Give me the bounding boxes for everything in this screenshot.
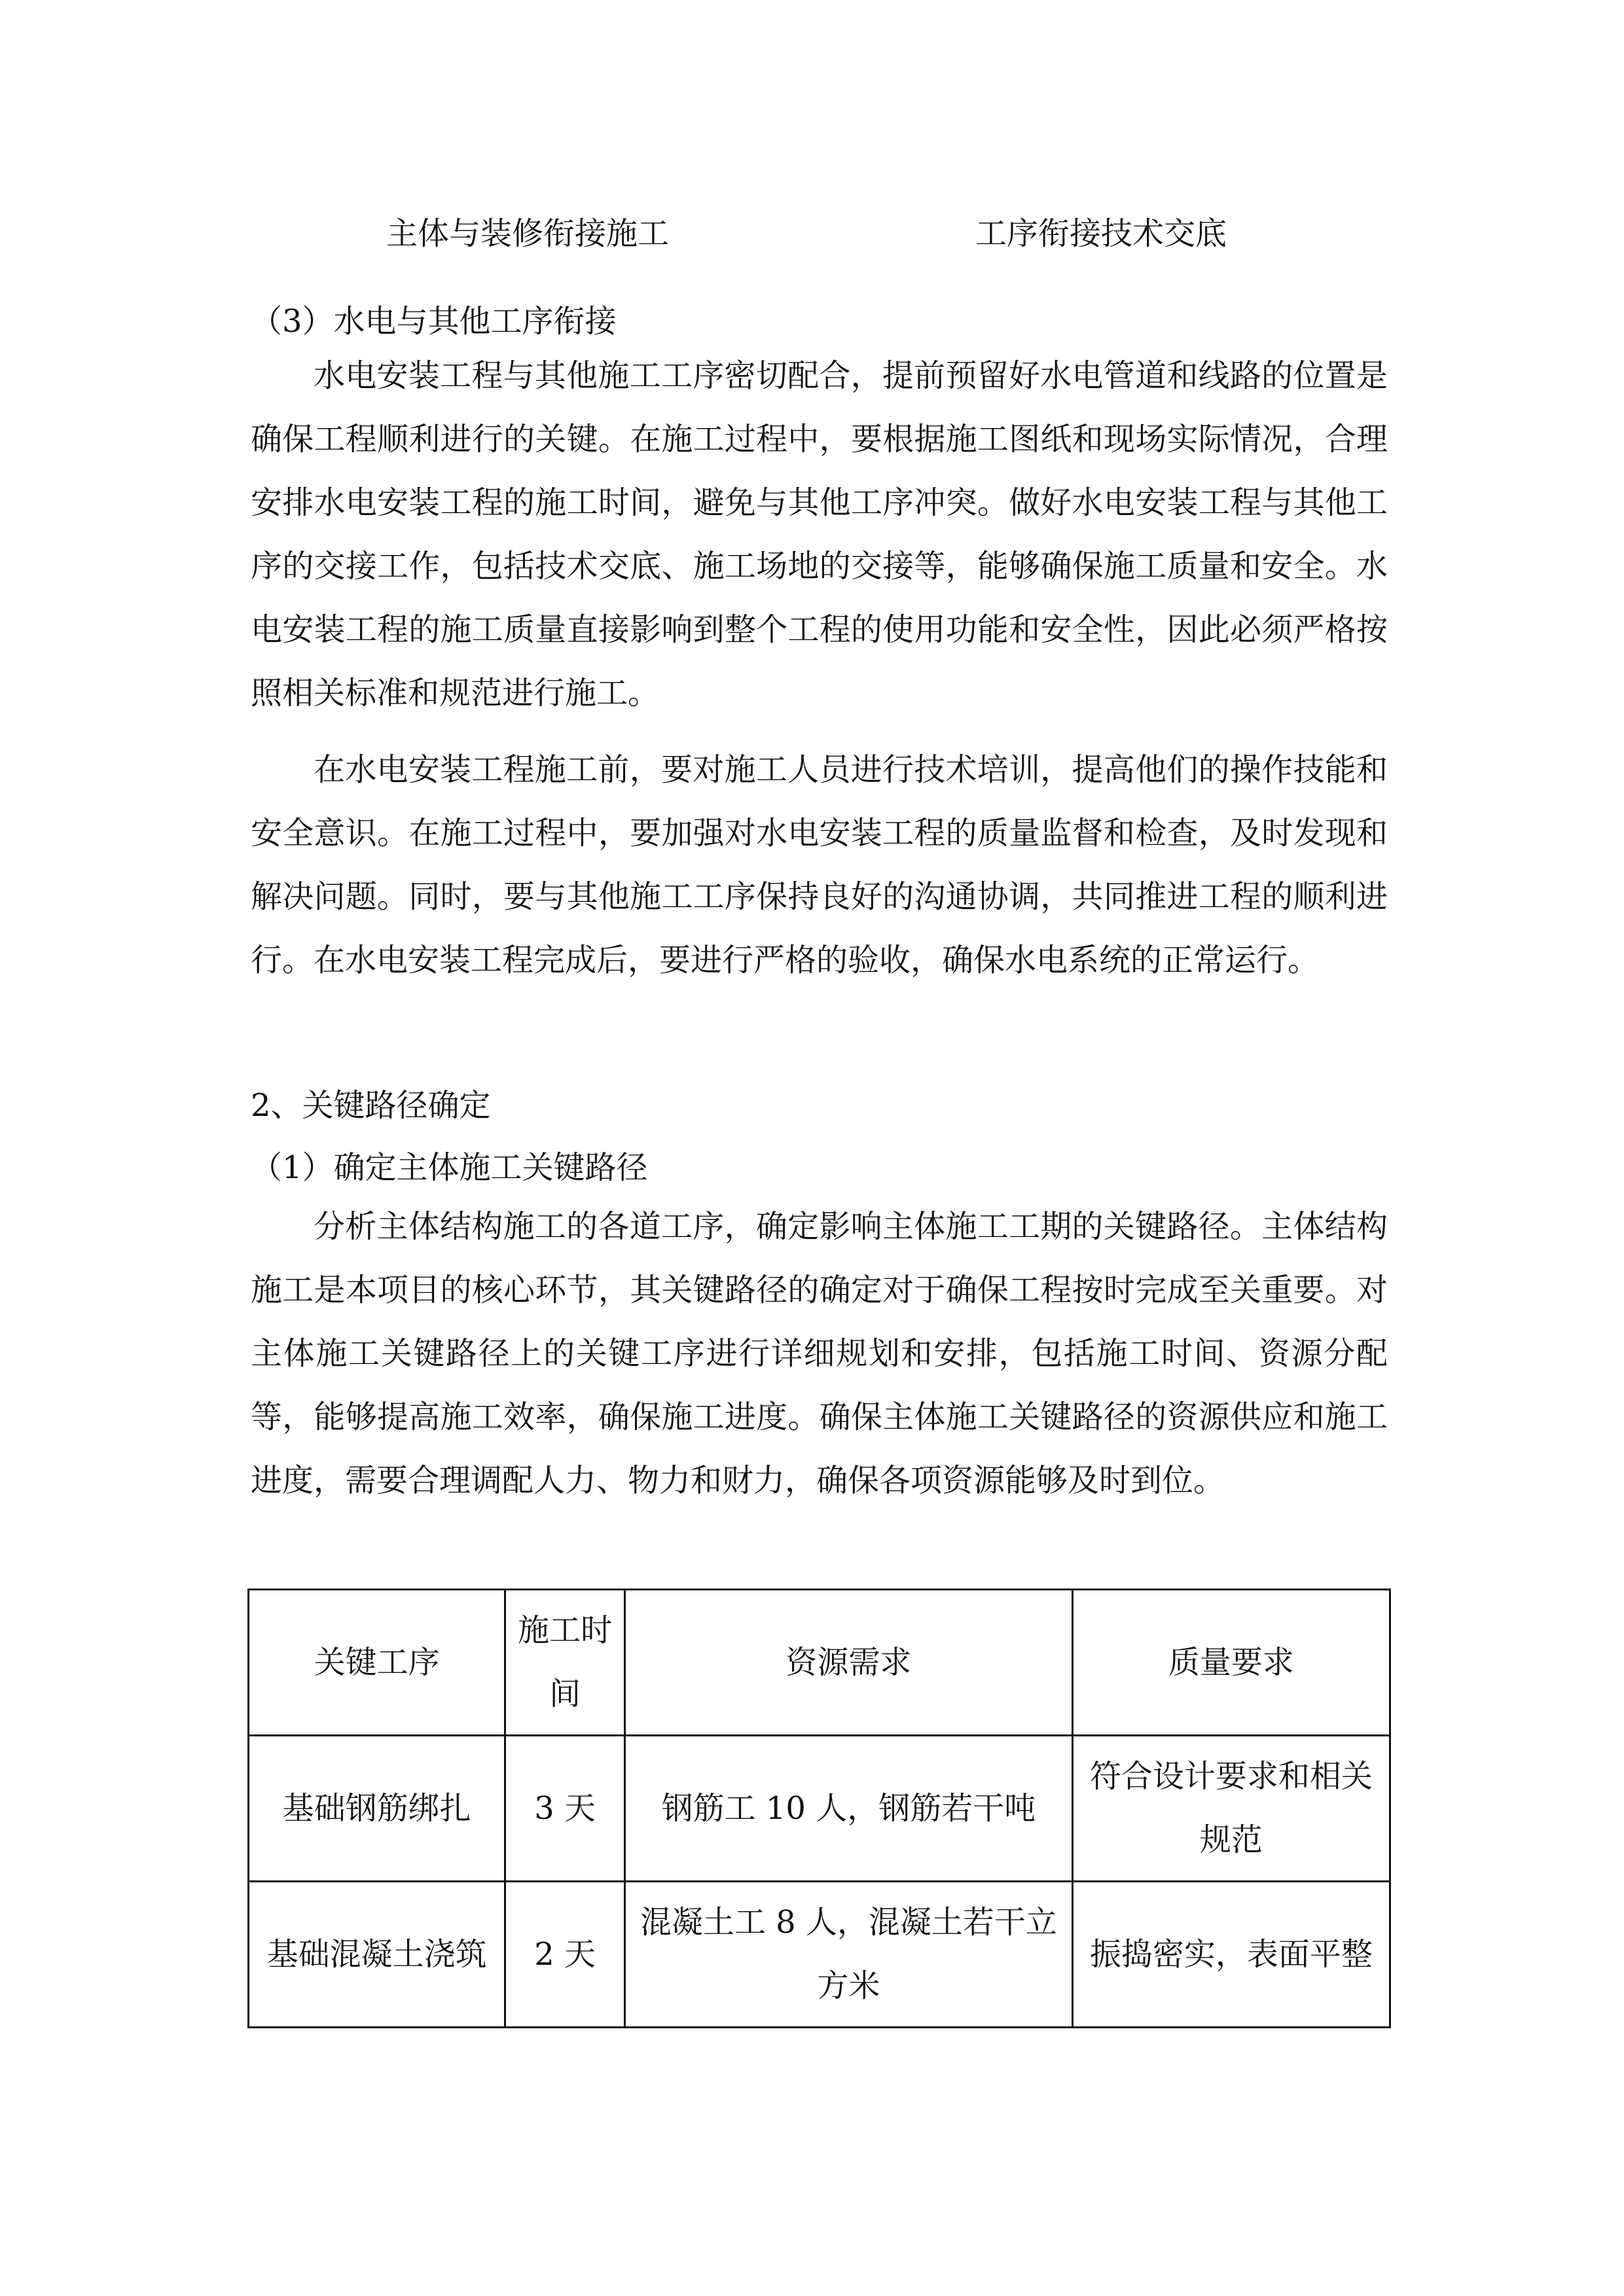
cell: 混凝土工 8 人，混凝土若干立方米 (625, 1882, 1073, 2028)
section-title: （3）水电与其他工序衔接 (251, 303, 617, 340)
critical-path-table (247, 1588, 1391, 2028)
section-title: 2、关键路径确定 (251, 1087, 491, 1124)
cell: 符合设计要求和相关规范 (1072, 1736, 1390, 1882)
subsection-title: （1）确定主体施工关键路径 (251, 1149, 648, 1186)
cell: 钢筋工 10 人，钢筋若干吨 (625, 1736, 1073, 1882)
header-right: 工序衔接技术交底 (975, 215, 1227, 252)
header-cell: 质量要求 (1072, 1590, 1390, 1736)
table-row (249, 1736, 1390, 1882)
cell: 基础钢筋绑扎 (249, 1736, 505, 1882)
cell: 2 天 (505, 1882, 625, 2028)
header-cell: 施工时间 (505, 1590, 625, 1736)
header-cell: 关键工序 (249, 1590, 505, 1736)
paragraph: 水电安装工程与其他施工工序密切配合，提前预留好水电管道和线路的位置是确保工程顺利进行的关键。在施工过程中，要根据施工图纸和现场实际情况，合理安排水电安装工程的施工时间，避免与其他工序冲突。做好水电安装工程与其他工序的交接工作，包括技术交底、施工场地的交接等，能够确保施工质量和安全。水电安装工程的施工质量直接影响到整个工程的使用功能和安全性，因此必须严格按照相关标准和规范进行施工。 (251, 357, 1388, 711)
paragraph: 分析主体结构施工的各道工序，确定影响主体施工工期的关键路径。主体结构施工是本项目的核心环节，其关键路径的确定对于确保工程按时完成至关重要。对主体施工关键路径上的关键工序进行详细规划和安排，包括施工时间、资源分配等，能够提高施工效率，确保施工进度。确保主体施工关键路径的资源供应和施工进度，需要合理调配人力、物力和财力，确保各项资源能够及时到位。 (251, 1208, 1388, 1499)
table-header-row (249, 1590, 1390, 1736)
cell: 振捣密实，表面平整 (1072, 1882, 1390, 2028)
header-left: 主体与装修衔接施工 (386, 215, 670, 252)
cell: 3 天 (505, 1736, 625, 1882)
table-row (249, 1882, 1390, 2028)
header-cell: 资源需求 (625, 1590, 1073, 1736)
cell: 基础混凝土浇筑 (249, 1882, 505, 2028)
paragraph: 在水电安装工程施工前，要对施工人员进行技术培训，提高他们的操作技能和安全意识。在施工过程中，要加强对水电安装工程的质量监督和检查，及时发现和解决问题。同时，要与其他施工工序保持良好的沟通协调，共同推进工程的顺利进行。在水电安装工程完成后，要进行严格的验收，确保水电系统的正常运行。 (251, 751, 1388, 978)
